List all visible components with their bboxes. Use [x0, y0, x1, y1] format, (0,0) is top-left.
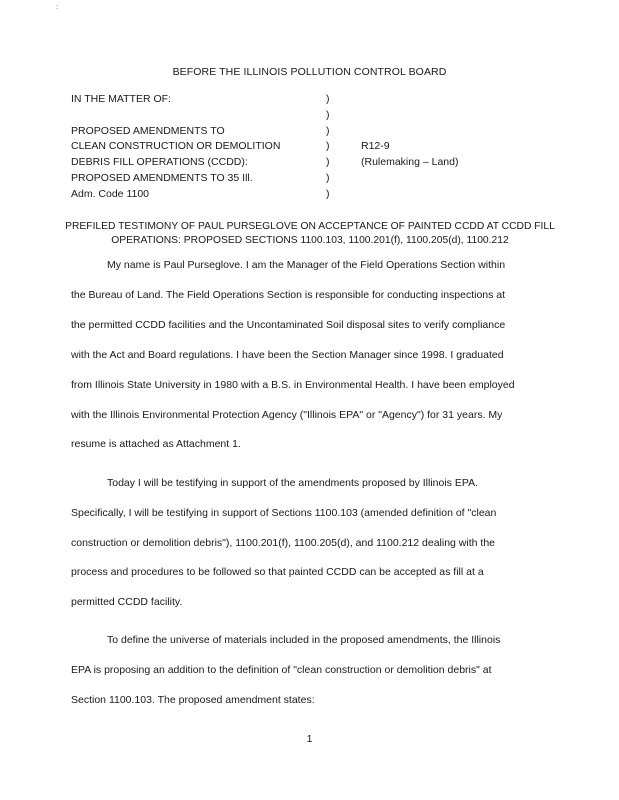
paragraph-line: the permitted CCDD facilities and the Uncontaminated Soil disposal sites to verify compliance	[71, 319, 506, 331]
paragraph-line: construction or demolition debris"), 1100.201(f), 1100.205(d), and 1100.212 dealing with the	[71, 537, 495, 549]
testimony-heading	[60, 220, 560, 248]
paragraph-line: To define the universe of materials included in the proposed amendments, the Illinois	[107, 634, 501, 646]
caption-left: CLEAN CONSTRUCTION OR DEMOLITION	[71, 140, 281, 153]
paragraph-line: the Bureau of Land. The Field Operations Section is responsible for conducting inspections at	[71, 289, 506, 301]
caption-left: PROPOSED AMENDMENTS TO 35 Ill.	[71, 171, 253, 184]
paragraph-line: with the Act and Board regulations. I have been the Section Manager since 1998. I graduated	[71, 349, 504, 361]
paragraph-line: Today I will be testifying in support of the amendments proposed by Illinois EPA.	[107, 477, 479, 489]
caption-paren: )	[326, 124, 330, 137]
caption-paren: )	[326, 108, 330, 121]
caption-left: Adm. Code 1100	[71, 187, 150, 200]
paragraph-line: from Illinois State University in 1980 with a B.S. in Environmental Health. I have been employed	[71, 379, 515, 391]
paragraph-line: permitted CCDD facility.	[71, 596, 183, 608]
paragraph-line: resume is attached as Attachment 1.	[71, 438, 241, 450]
page-number: 1	[306, 733, 313, 745]
docket-number: R12-9	[361, 140, 390, 153]
paragraph-line: process and procedures to be followed so that painted CCDD can be accepted as fill at a	[71, 566, 484, 578]
caption-left: PROPOSED AMENDMENTS TO	[71, 124, 225, 137]
caption-paren: )	[326, 156, 330, 169]
board-title: BEFORE THE ILLINOIS POLLUTION CONTROL BOARD	[172, 66, 447, 78]
paragraph-line: with the Illinois Environmental Protection Agency ("Illinois EPA" or "Agency") for 31 years. My	[71, 409, 503, 421]
paragraph-line: Specifically, I will be testifying in support of Sections 1100.103 (amended definition of "clean	[71, 507, 497, 519]
docket-type: (Rulemaking – Land)	[361, 156, 459, 169]
caption-left: IN THE MATTER OF:	[71, 93, 171, 105]
caption-paren: )	[326, 140, 330, 153]
caption-paren: )	[326, 187, 330, 200]
paragraph-line: My name is Paul Purseglove. I am the Manager of the Field Operations Section within	[107, 259, 506, 271]
corner-mark: :	[56, 4, 58, 11]
caption-left: DEBRIS FILL OPERATIONS (CCDD):	[71, 156, 248, 169]
paragraph-line: Section 1100.103. The proposed amendment states:	[71, 694, 315, 706]
heading-line: OPERATIONS: PROPOSED SECTIONS 1100.103, 1100.201(f), 1100.205(d), 1100.212	[111, 235, 509, 246]
paragraph-line: EPA is proposing an addition to the definition of "clean construction or demolition debris" at	[71, 664, 492, 676]
caption-paren: )	[326, 171, 330, 184]
heading-line: PREFILED TESTIMONY OF PAUL PURSEGLOVE ON ACCEPTANCE OF PAINTED CCDD AT CCDD FILL	[65, 221, 555, 232]
caption-paren: )	[326, 93, 330, 105]
